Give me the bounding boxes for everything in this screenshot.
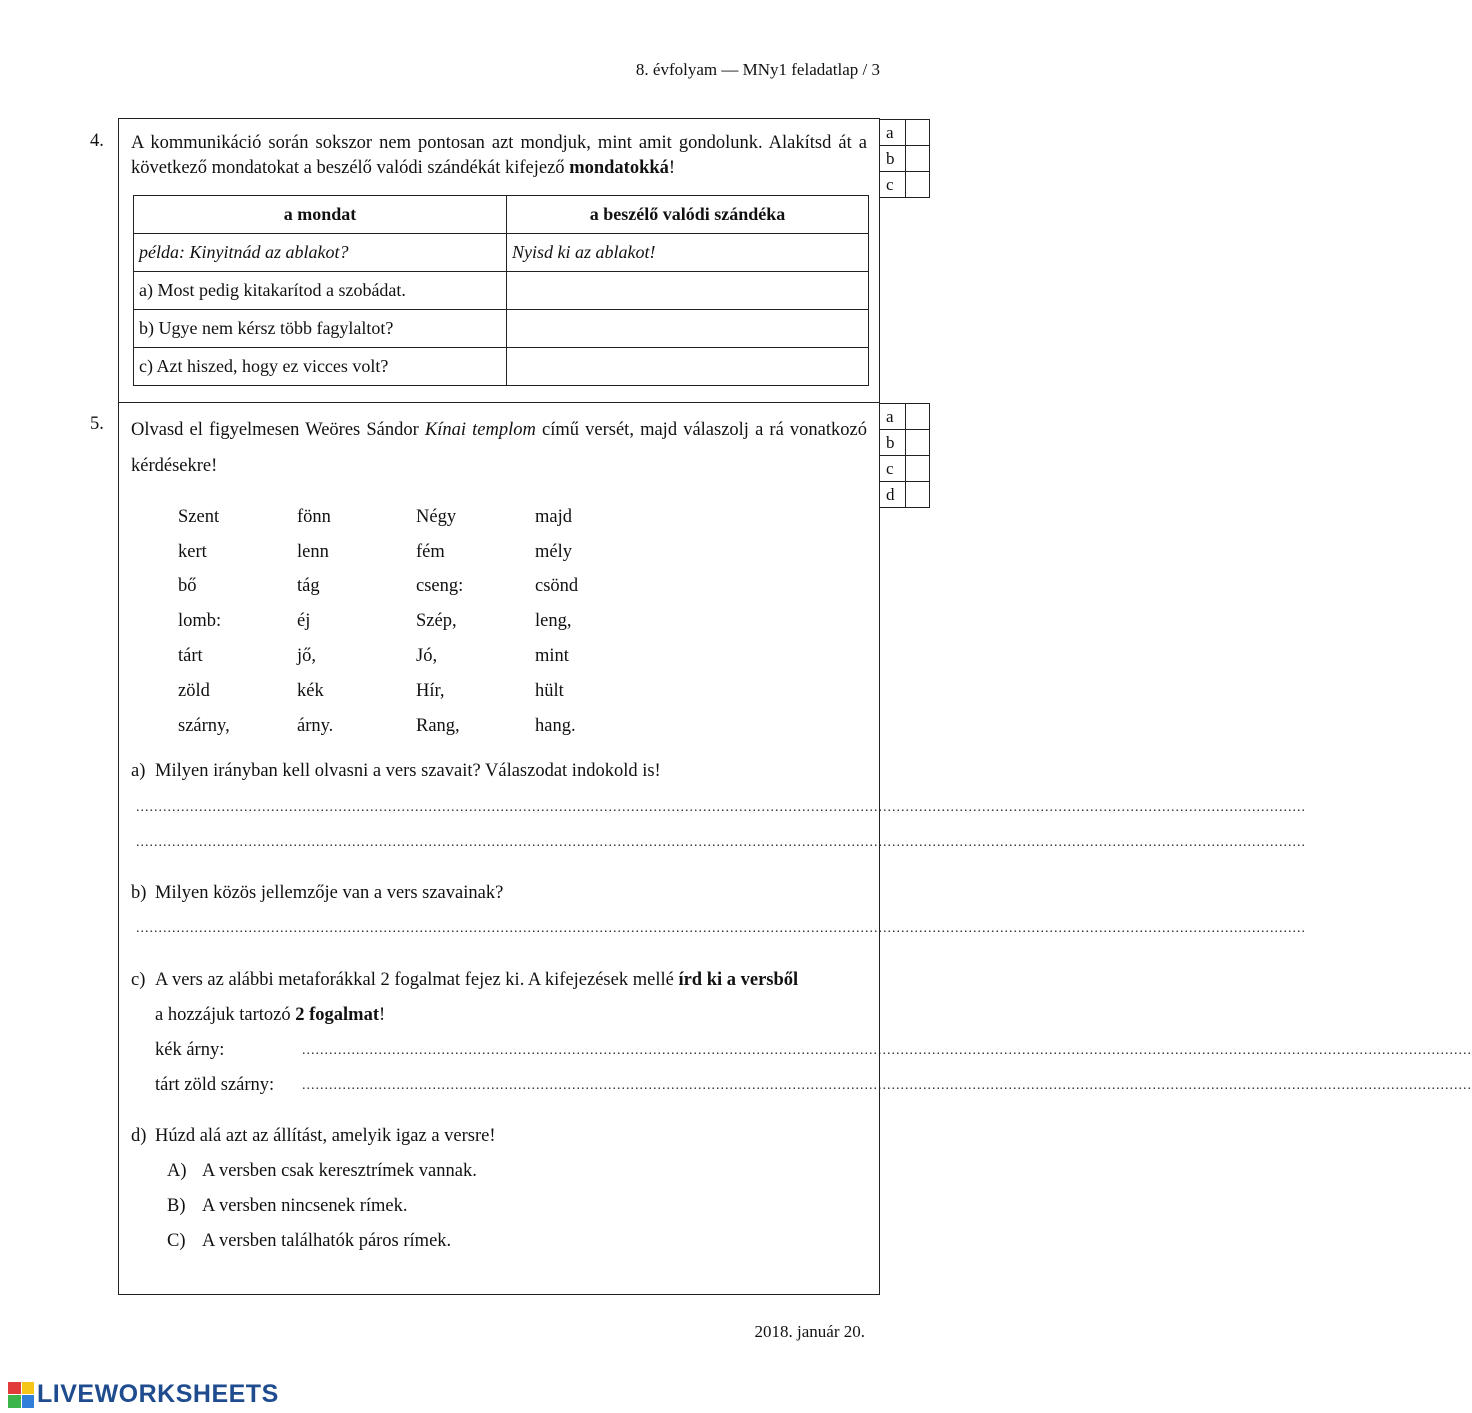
poem-word: leng, — [535, 611, 572, 632]
score-box[interactable] — [905, 404, 929, 430]
score-box[interactable] — [905, 482, 929, 508]
option-a[interactable]: A) A versben csak keresztrímek vannak. — [167, 1161, 477, 1181]
score-label: c — [880, 456, 905, 482]
poem-word: csönd — [535, 576, 579, 597]
liveworksheets-logo — [8, 1380, 279, 1409]
field-label-tart-zold-szarny: tárt zöld szárny: — [155, 1075, 275, 1095]
poem-word: Szent — [178, 506, 220, 527]
task5-score-grid — [880, 403, 930, 508]
answer-line-a1[interactable]: .................................................................................................................................................................................................................................................................... — [136, 800, 1306, 815]
task5-intro: Olvasd el figyelmesen Weöres Sándor Kínai templom című versét, majd válaszolj a rá vonatkozó kérdésekre! — [131, 420, 867, 476]
poem-word: Rang, — [416, 715, 460, 736]
question-d: d) Húzd alá azt az állítást, amelyik igaz a versre! — [131, 1126, 496, 1146]
answer-line-c2[interactable]: .................................................................................................................................................................................................................................................................... — [302, 1078, 1472, 1093]
example-answer: Nyisd ki az ablakot! — [507, 234, 869, 272]
answer-line-c1[interactable]: .................................................................................................................................................................................................................................................................... — [302, 1043, 1472, 1058]
poem-word: Szép, — [416, 611, 457, 632]
score-box[interactable] — [905, 146, 929, 172]
poem-word: zöld — [178, 680, 210, 701]
poem-word: tág — [297, 576, 320, 597]
logo-text: LIVEWORKSHEETS — [37, 1380, 279, 1408]
answer-field-b[interactable] — [507, 310, 869, 348]
sentence-a: a) Most pedig kitakarítod a szobádat. — [134, 272, 507, 310]
table-row-example — [134, 234, 869, 272]
score-box[interactable] — [905, 120, 929, 146]
score-label: a — [880, 120, 905, 146]
score-box[interactable] — [905, 430, 929, 456]
poem-word: bő — [178, 576, 197, 597]
answer-field-c[interactable] — [507, 348, 869, 386]
poem-word: tárt — [178, 646, 203, 667]
score-label: b — [880, 146, 905, 172]
question-a: a) Milyen irányban kell olvasni a vers szavait? Válaszodat indokold is! — [131, 761, 661, 781]
poem-line — [178, 604, 654, 639]
poem-word: éj — [297, 611, 311, 632]
poem-word: mély — [535, 541, 572, 562]
score-label: b — [880, 430, 905, 456]
task4-score-grid — [880, 119, 930, 198]
task5-number: 5. — [90, 414, 104, 434]
poem-word: Négy — [416, 506, 457, 527]
table-row — [134, 348, 869, 386]
table-row — [134, 310, 869, 348]
answer-field-a[interactable] — [507, 272, 869, 310]
option-b[interactable]: B) A versben nincsenek rímek. — [167, 1196, 408, 1216]
poem-line — [178, 500, 654, 535]
poem-line — [178, 674, 654, 709]
example-sentence: példa: Kinyitnád az ablakot? — [134, 234, 507, 272]
question-c-cont: a hozzájuk tartozó 2 fogalmat! — [155, 1005, 386, 1025]
score-label: d — [880, 482, 905, 508]
table-row — [134, 272, 869, 310]
poem-word: kert — [178, 541, 207, 562]
table-header-row — [134, 196, 869, 234]
task4-table — [133, 195, 869, 386]
poem-word: majd — [535, 506, 572, 527]
poem-word: lomb: — [178, 611, 222, 632]
poem-word: fönn — [297, 506, 331, 527]
poem-line — [178, 709, 654, 744]
poem-line — [178, 639, 654, 674]
poem-word: fém — [416, 541, 445, 562]
poem-line — [178, 535, 654, 570]
task4-intro: A kommunikáció során sokszor nem pontosan azt mondjuk, mint amit gondolunk. Alakítsd át a következő mondatokat a beszélő valódi szándékát kifejező mondatokká! — [131, 133, 867, 178]
score-box[interactable] — [905, 172, 929, 198]
field-label-kek-arny: kék árny: — [155, 1040, 225, 1060]
poem-word: jő, — [297, 646, 317, 667]
poem-word: cseng: — [416, 576, 464, 597]
answer-line-b[interactable]: .................................................................................................................................................................................................................................................................... — [136, 921, 1306, 936]
task4-number: 4. — [90, 131, 104, 151]
answer-line-a2[interactable]: .................................................................................................................................................................................................................................................................... — [136, 835, 1306, 850]
poem — [178, 500, 654, 744]
poem-word: Hír, — [416, 680, 445, 701]
score-label: c — [880, 172, 905, 198]
poem-word: mint — [535, 646, 569, 667]
header-sentence: a mondat — [134, 196, 507, 234]
poem-word: szárny, — [178, 715, 230, 736]
sentence-c: c) Azt hiszed, hogy ez vicces volt? — [134, 348, 507, 386]
logo-icon — [8, 1382, 34, 1408]
sentence-b: b) Ugye nem kérsz több fagylaltot? — [134, 310, 507, 348]
poem-word: lenn — [297, 541, 329, 562]
header-intent: a beszélő valódi szándéka — [507, 196, 869, 234]
question-b: b) Milyen közös jellemzője van a vers szavainak? — [131, 883, 504, 903]
poem-word: árny. — [297, 715, 334, 736]
question-c: c) A vers az alábbi metaforákkal 2 fogalmat fejez ki. A kifejezések mellé írd ki a versből — [131, 970, 799, 990]
poem-word: hang. — [535, 715, 576, 736]
poem-line — [178, 570, 654, 605]
footer-date: 2018. január 20. — [754, 1322, 865, 1341]
score-box[interactable] — [905, 456, 929, 482]
poem-word: Jó, — [416, 646, 438, 667]
poem-word: hült — [535, 680, 564, 701]
page-header: 8. évfolyam — MNy1 feladatlap / 3 — [635, 60, 880, 79]
option-c[interactable]: C) A versben találhatók páros rímek. — [167, 1231, 452, 1251]
poem-word: kék — [297, 680, 324, 701]
score-label: a — [880, 404, 905, 430]
